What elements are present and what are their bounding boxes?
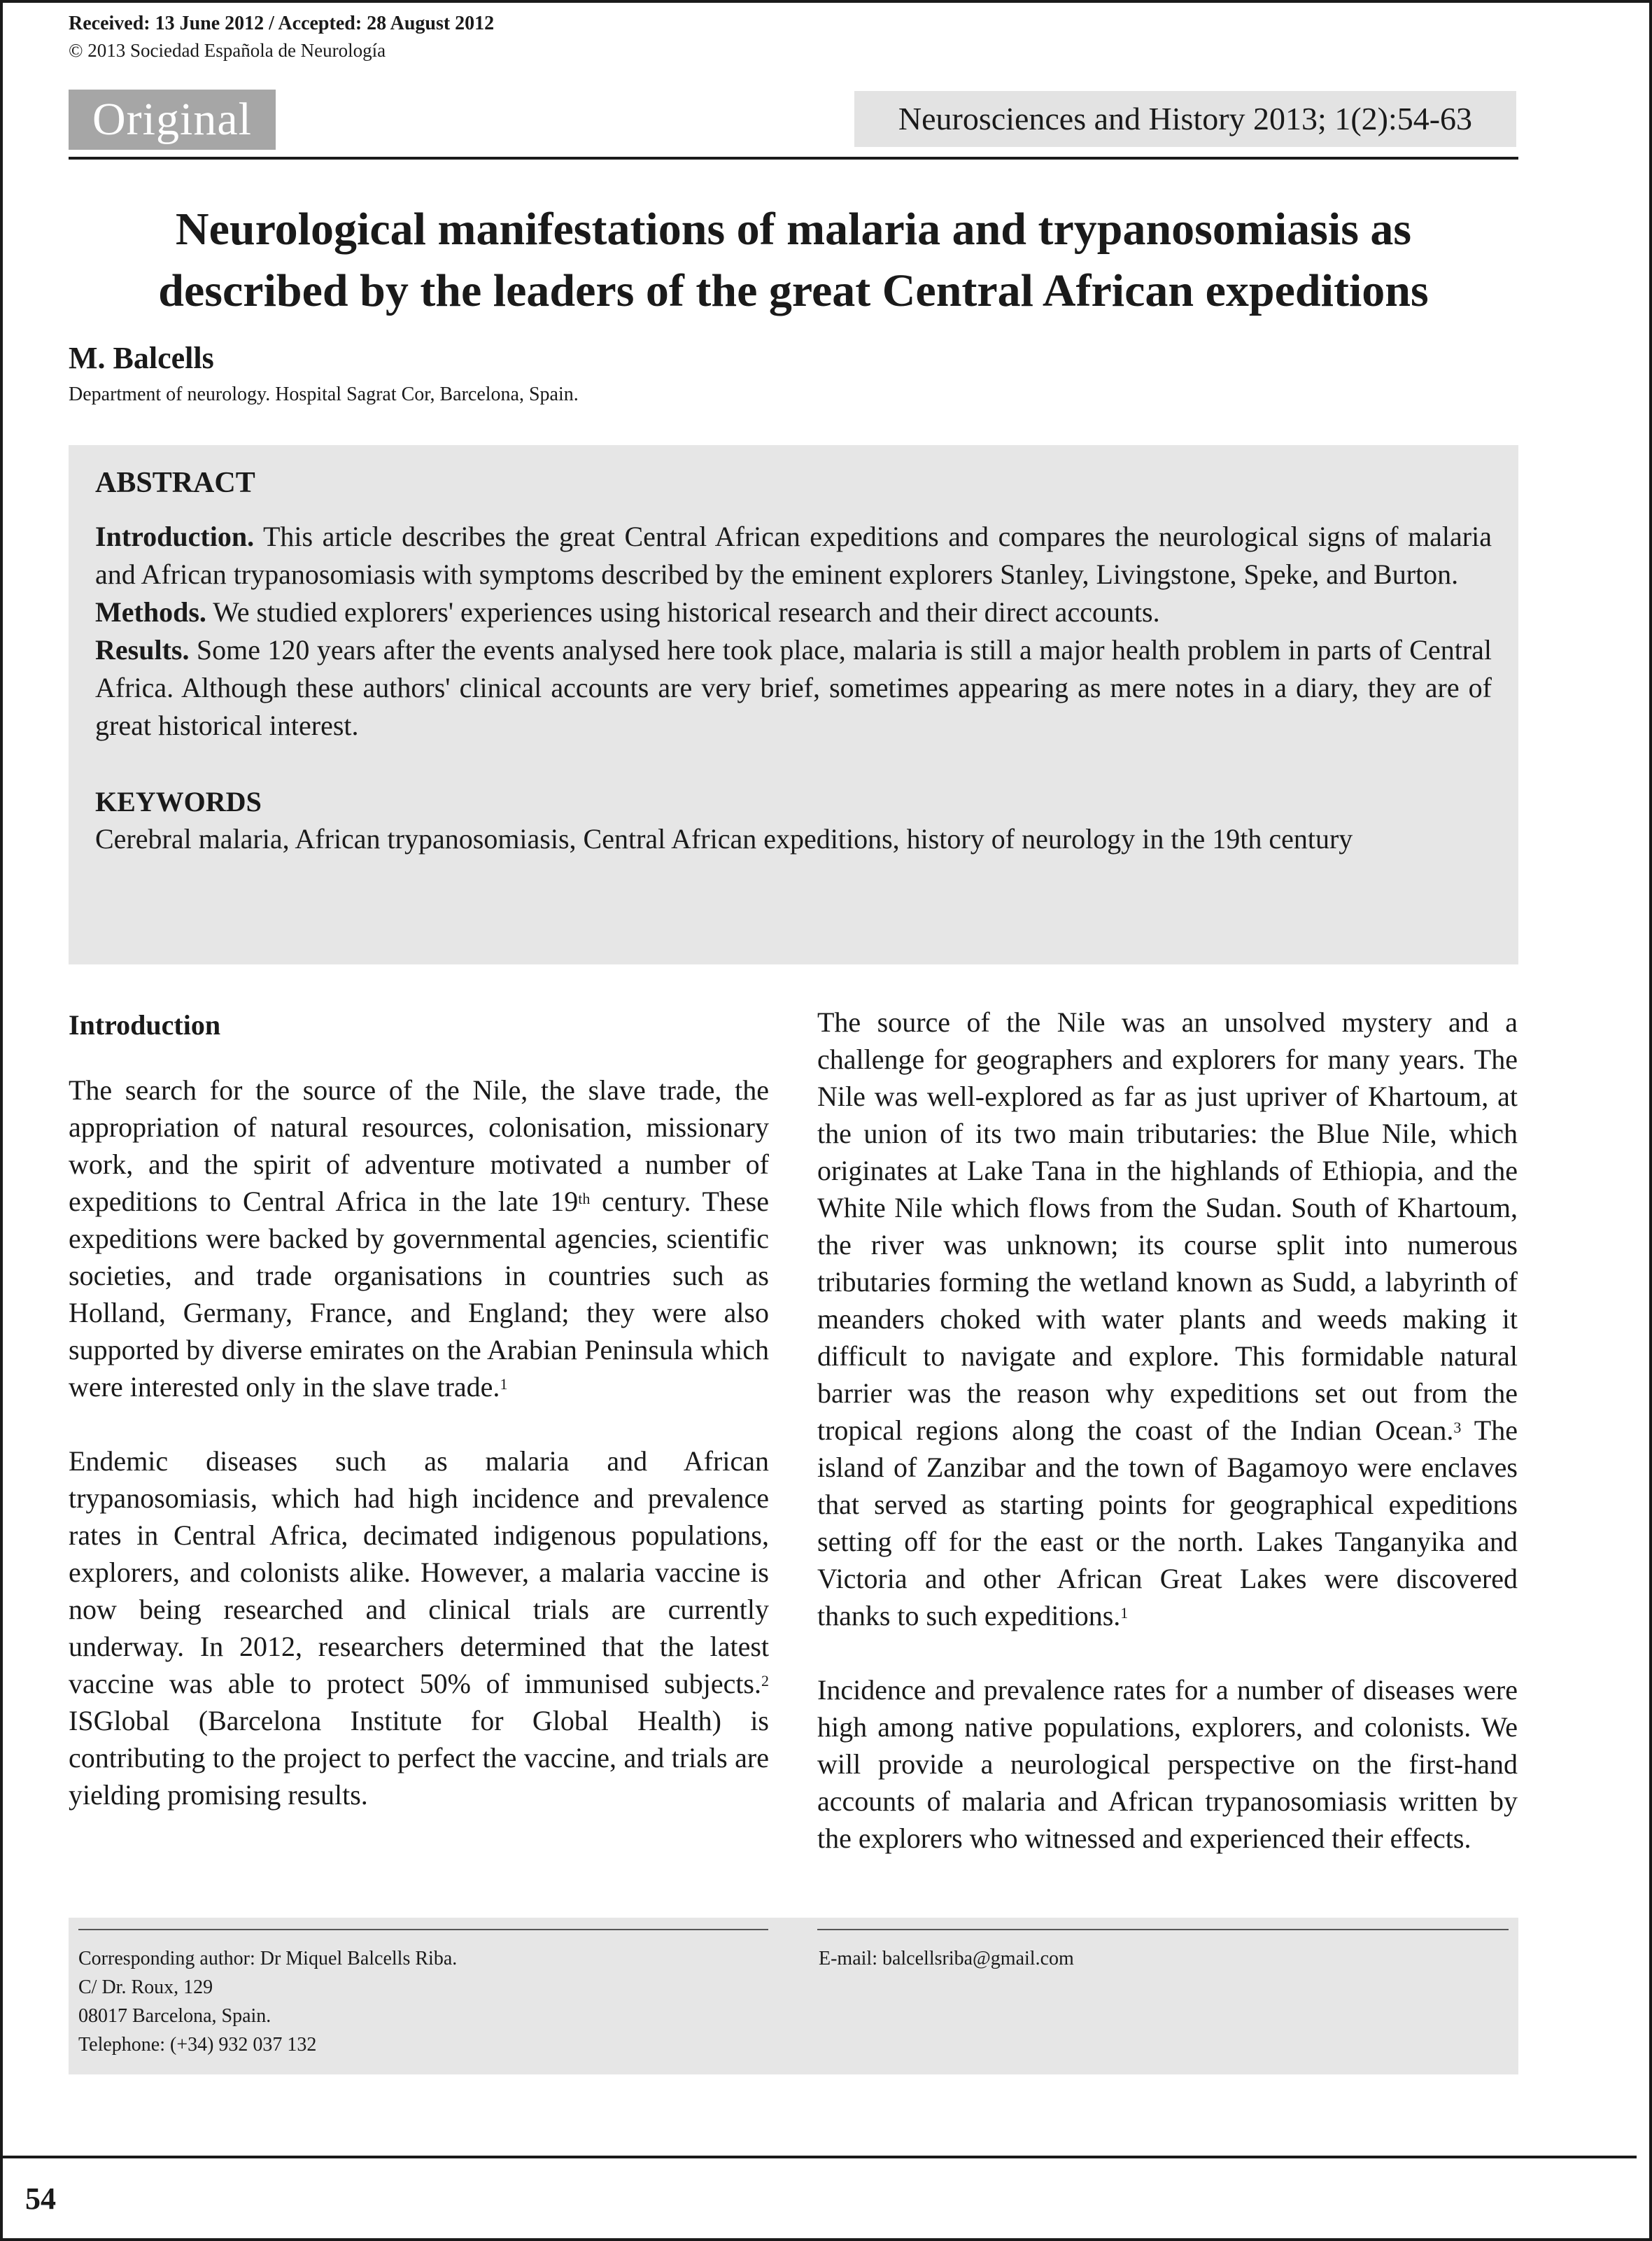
address-city: 08017 Barcelona, Spain. bbox=[78, 2005, 271, 2027]
correspondence-email: E-mail: balcellsriba@gmail.com bbox=[819, 1948, 1074, 1969]
section-badge: Original bbox=[69, 90, 276, 150]
paragraph-gap bbox=[817, 1634, 1518, 1671]
abstract-methods bbox=[95, 593, 1492, 631]
keywords-heading: KEYWORDS bbox=[95, 786, 262, 817]
author-affiliation: Department of neurology. Hospital Sagrat Cor, Barcelona, Spain. bbox=[69, 384, 579, 405]
paragraph-1-text: The search for the source of the Nile, the slave trade, the appropriation of natural resources, colonisation, missionary work, and the spirit of adventure motivated a number of expeditions to Central Africa in the late 19 bbox=[69, 1074, 769, 1217]
introduction-heading: Introduction bbox=[69, 1009, 221, 1041]
corresponding-author: Corresponding author: Dr Miquel Balcells Riba. bbox=[78, 1948, 458, 1969]
abstract-intro-label: Introduction. bbox=[95, 521, 255, 552]
abstract-methods-text: We studied explorers' experiences using historical research and their direct accounts. bbox=[206, 596, 1160, 628]
abstract-results-text: Some 120 years after the events analysed here took place, malaria is still a major health problem in parts of Central Africa. Although these authors' clinical accounts are very brief, sometimes appearing as mere notes in a diary, they are of great historical interest. bbox=[95, 634, 1492, 741]
author-name: M. Balcells bbox=[69, 341, 214, 375]
telephone: Telephone: (+34) 932 037 132 bbox=[78, 2034, 317, 2056]
page-number: 54 bbox=[25, 2182, 56, 2216]
paragraph-2-text: Endemic diseases such as malaria and African trypanosomiasis, which had high incidence and prevalence rates in Central Africa, decimated indigenous populations, explorers, and colonists alike. However, a malaria vaccine is now being researched and clinical trials are currently underway. In 2012, researchers determined that the latest vaccine was able to protect 50% of immunised subjects. bbox=[69, 1445, 769, 1699]
paragraph-gap bbox=[69, 1405, 769, 1442]
abstract-methods-label: Methods. bbox=[95, 596, 206, 628]
ordinal-superscript: th bbox=[578, 1190, 591, 1208]
received-dates: Received: 13 June 2012 / Accepted: 28 August 2012 bbox=[69, 13, 495, 34]
correspondence-address bbox=[78, 1944, 457, 2059]
abstract-results bbox=[95, 631, 1492, 745]
paragraph-1 bbox=[69, 1072, 769, 1405]
body-column-left bbox=[69, 1006, 769, 1813]
paragraph-1-text-cont: century. These expeditions were backed by governmental agencies, scientific societies, and trade organisations in countries such as Holland, Germany, France, and England; they were also supported by diverse emirates on the Arabian Peninsula which were interested only in the slave trade. bbox=[69, 1186, 769, 1403]
correspondence-rule-left bbox=[78, 1929, 768, 1930]
keywords-list: Cerebral malaria, African trypanosomiasis, Central African expeditions, history of neurology in the 19th century bbox=[95, 823, 1353, 855]
journal-reference: Neurosciences and History 2013; 1(2):54-63 bbox=[854, 91, 1516, 147]
copyright-notice: © 2013 Sociedad Española de Neurología bbox=[69, 40, 386, 61]
reference-marker: 2 bbox=[761, 1672, 769, 1690]
abstract-intro-text: This article describes the great Central African expeditions and compares the neurological signs of malaria and African trypanosomiasis with symptoms described by the eminent explorers Stanley, Livingstone, Speke, and Burton. bbox=[95, 521, 1492, 590]
paragraph-4: Incidence and prevalence rates for a number of diseases were high among native populations, explorers, and colonists. We will provide a neurological perspective on the first-hand accounts of malaria and African trypanosomiasis written by the explorers who witnessed and experienced their effects. bbox=[817, 1674, 1518, 1854]
abstract-box bbox=[69, 445, 1518, 964]
paragraph-3 bbox=[817, 1004, 1518, 1634]
reference-marker: 1 bbox=[1120, 1604, 1129, 1622]
paragraph-3-text-cont: The island of Zanzibar and the town of Bagamoyo were enclaves that served as starting points for geographical expeditions setting off for the east or the north. Lakes Tanganyika and Victoria and other African Great Lakes were discovered thanks to such expeditions. bbox=[817, 1414, 1518, 1631]
abstract-heading: ABSTRACT bbox=[95, 467, 255, 499]
address-street: C/ Dr. Roux, 129 bbox=[78, 1976, 213, 1998]
header-rule bbox=[69, 157, 1518, 160]
correspondence-rule-right bbox=[817, 1929, 1509, 1930]
reference-marker: 1 bbox=[500, 1375, 508, 1393]
paragraph-2 bbox=[69, 1442, 769, 1813]
abstract-introduction bbox=[95, 518, 1492, 593]
title-line-2: described by the leaders of the great Central African expeditions bbox=[158, 265, 1429, 316]
abstract-results-label: Results. bbox=[95, 634, 190, 666]
article-title bbox=[69, 199, 1518, 322]
body-column-right bbox=[817, 1004, 1518, 1857]
paragraph-3-text: The source of the Nile was an unsolved mystery and a challenge for geographers and explorers for many years. The Nile was well-explored as far as just upriver of Khartoum, at the union of its two main tributaries: the Blue Nile, which originates at Lake Tana in the highlands of Ethiopia, and the White Nile which flows from the Sudan. South of Khartoum, the river was unknown; its course split into numerous tributaries forming the wetland known as Sudd, a labyrinth of meanders choked with water plants and weeds making it difficult to navigate and explore. This formidable natural barrier was the reason why expeditions set out from the tropical regions along the coast of the Indian Ocean. bbox=[817, 1006, 1518, 1446]
reference-marker: 3 bbox=[1453, 1419, 1462, 1437]
footer-rule bbox=[0, 2156, 1637, 2158]
title-line-1: Neurological manifestations of malaria and trypanosomiasis as bbox=[175, 204, 1412, 255]
paragraph-2-text-cont: ISGlobal (Barcelona Institute for Global Health) is contributing to the project to perfect the vaccine, and trials are yielding promising results. bbox=[69, 1705, 769, 1811]
